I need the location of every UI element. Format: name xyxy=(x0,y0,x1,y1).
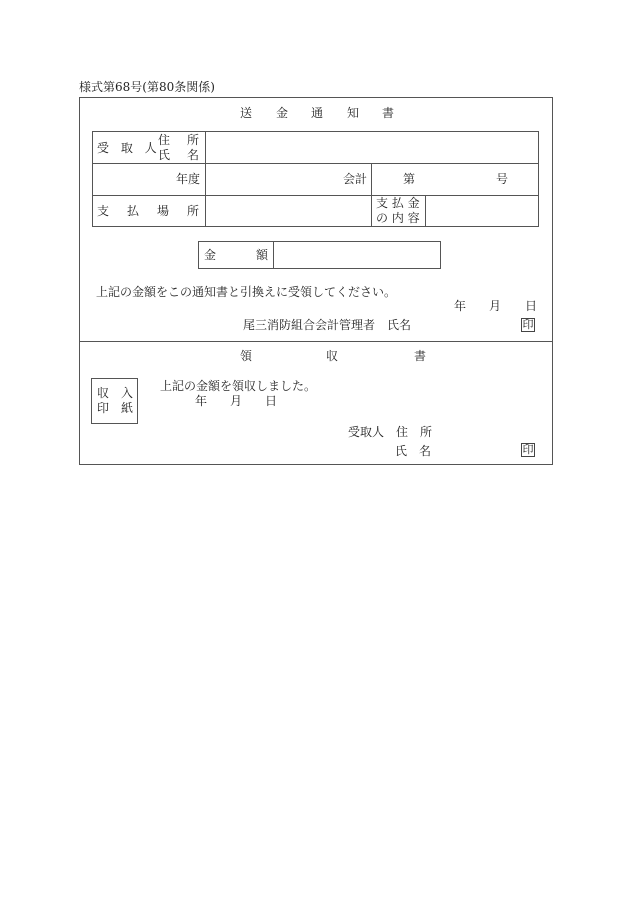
date-month: 月 xyxy=(489,299,502,313)
amount-label-1: 金 xyxy=(204,248,217,262)
amount-label-2: 額 xyxy=(256,248,269,262)
revenue-stamp-label-2: 印 紙 xyxy=(97,401,134,415)
payment-place-4: 所 xyxy=(187,204,200,218)
fiscal-year-label: 年度 xyxy=(176,172,201,186)
seal-mark: 印 xyxy=(522,443,534,456)
account-label: 会計 xyxy=(343,172,368,186)
payment-content-label-2: の 内 容 xyxy=(376,211,420,225)
receipt-statement: 上記の金額を領収しました。 xyxy=(160,379,317,393)
receipt-date-day: 日 xyxy=(265,394,278,408)
number-suffix: 号 xyxy=(496,172,509,186)
payment-place-2: 払 xyxy=(127,204,140,218)
receipt-title-1: 領 xyxy=(240,349,253,363)
name-label-2: 名 xyxy=(187,148,200,162)
address-label-2: 所 xyxy=(187,133,200,147)
receipt-title-2: 収 xyxy=(326,349,339,363)
date-year: 年 xyxy=(454,299,467,313)
receipt-title-3: 書 xyxy=(414,349,427,363)
recipient-address-label: 受取人 住 所 xyxy=(348,425,433,439)
notice-title-5: 書 xyxy=(382,106,395,120)
col-divider xyxy=(371,163,372,227)
recipient-name-label: 氏 名 xyxy=(395,444,432,458)
recipient-label: 受 取 人 xyxy=(97,141,161,155)
notice-title-2: 金 xyxy=(276,106,289,120)
row-divider xyxy=(92,163,539,164)
address-label-1: 住 xyxy=(158,133,171,147)
receipt-date-month: 月 xyxy=(230,394,243,408)
seal-mark: 印 xyxy=(522,318,534,331)
form-number: 様式第68号(第80条関係) xyxy=(79,80,215,94)
payment-content-label-1: 支 払 金 xyxy=(376,196,420,210)
number-prefix: 第 xyxy=(403,172,416,186)
row-divider xyxy=(92,195,539,196)
date-day: 日 xyxy=(525,299,538,313)
manager-name: 尾三消防組合会計管理者 氏名 xyxy=(243,318,412,332)
payment-place-3: 場 xyxy=(157,204,170,218)
col-divider xyxy=(273,241,274,269)
payment-place-1: 支 xyxy=(97,204,110,218)
name-label-1: 氏 xyxy=(158,148,171,162)
notice-title-3: 通 xyxy=(311,106,324,120)
receipt-date-year: 年 xyxy=(195,394,208,408)
revenue-stamp-label-1: 収 入 xyxy=(97,386,134,400)
section-divider xyxy=(79,341,553,342)
notice-title-4: 知 xyxy=(347,106,360,120)
notice-title-1: 送 xyxy=(240,106,253,120)
col-divider xyxy=(425,195,426,227)
instruction-text: 上記の金額をこの通知書と引換えに受領してください。 xyxy=(96,285,397,299)
amount-box xyxy=(198,241,441,269)
col-divider xyxy=(205,131,206,227)
